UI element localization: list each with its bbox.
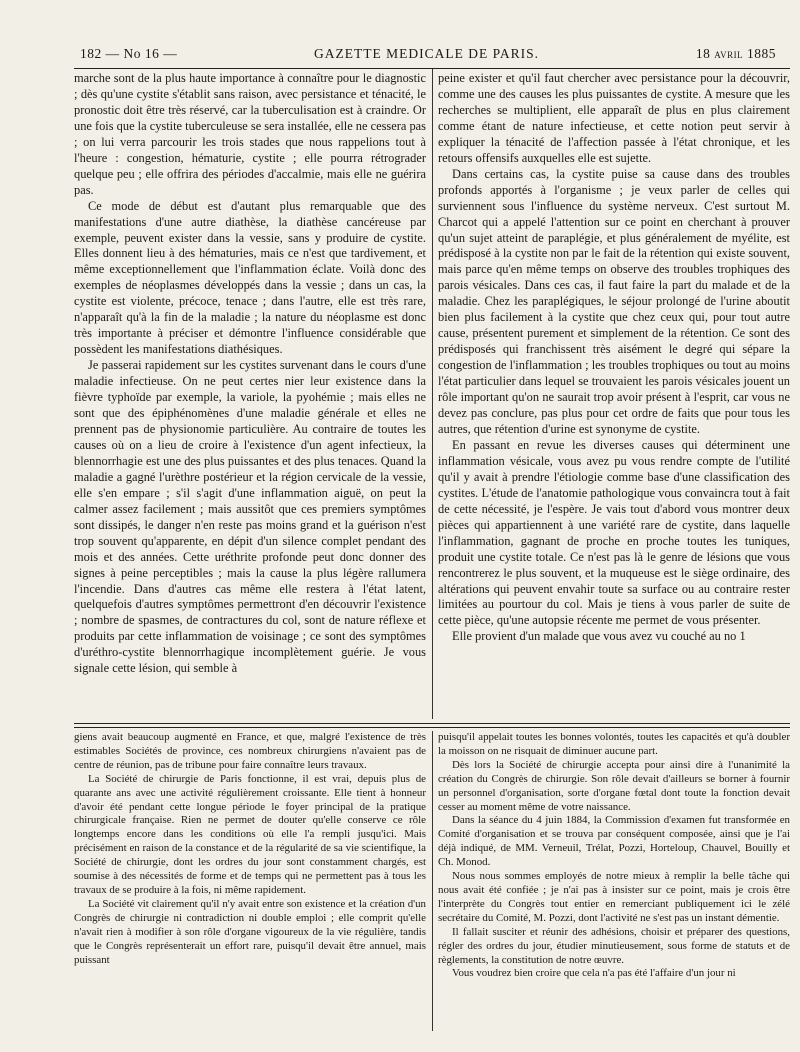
column-divider bbox=[432, 69, 433, 719]
feuilleton-section bbox=[74, 731, 790, 1031]
paragraph: Ce mode de début est d'autant plus remarquable que des manifestations d'une autre diathèse, la diathèse cancéreuse par exemple, peuvent exister dans la vessie, sans y produire de cystite. Elles donnent lieu à des hématuries, mais ce n'est que tardivement, et même exceptionnellement que l'inflammation éclate. Voilà donc des exemples de néoplasmes développés dans la vessie ; dans un cas, la cystite est violente, précoce, tenace ; dans l'autre, elle est très rare, n'apparaît qu'à la fin de la maladie ; la nature du néoplasme est donc très importante à préciser et démontre l'influence considérable que possèdent les manifestations diathésiques. bbox=[74, 198, 426, 357]
running-header bbox=[74, 44, 790, 66]
issue-number: No 16 bbox=[123, 46, 160, 61]
paragraph: Vous voudrez bien croire que cela n'a pas été l'affaire d'un jour ni bbox=[452, 967, 736, 980]
date-day: 18 bbox=[695, 46, 711, 61]
feuilleton-column-right bbox=[438, 731, 790, 981]
issue-date bbox=[696, 46, 776, 62]
column-divider-lower bbox=[432, 731, 433, 1031]
section-separator bbox=[74, 723, 790, 728]
issue-dash-after: — bbox=[163, 46, 178, 61]
article-column-left bbox=[74, 71, 426, 677]
paragraph: La Société de chirurgie de Paris fonctionne, il est vrai, depuis plus de quarante ans avec une activité régulièrement croissante. Elle tient à honneur d'avoir été pendant cette longue période le foyer principal de la pratique chirurgicale française. Rien ne permet de douter qu'elle conserve ce rôle longtemps encore dans les conditions où elle l'a rempli jusqu'ici. Mais précisément en raison de la constance et de la régularité de sa vie scientifique, la Société de chirurgie, dont les ordres du jour sont constamment chargés, est soumise à des nécessités de forme et de temps qui ne permettent pas à tous les travaux de se produire à la fois, ni même rapidement. bbox=[74, 772, 426, 896]
paragraph: Il fallait susciter et réunir des adhésions, choisir et préparer des questions, régler des ordres du jour, étudier minutieusement, sous forme de statuts et de règlements, la constitution de notre œuvre. bbox=[438, 925, 790, 966]
feuilleton-column-left bbox=[74, 731, 426, 981]
paragraph: La Société vit clairement qu'il n'y avait entre son existence et la création d'un Congrès de chirurgie ni contradiction ni double emploi ; elle comprit qu'elle n'avait rien à modifier à son rôle d'organe vigoureux de la vie régulière, tandis que le Congrès représenterait un effort rare, puisqu'il devait être annuel, mais puissant bbox=[74, 897, 426, 966]
paragraph: Dès lors la Société de chirurgie accepta pour ainsi dire à l'unanimité la création du Congrès de chirurgie. Son rôle devait d'ailleurs se borner à fournir un personnel d'organisation, sorte d'organe fœtal dont toute la fonction devait cesser au moment même de votre naissance. bbox=[438, 758, 790, 813]
date-year: 1885 bbox=[747, 46, 776, 61]
article-column-right bbox=[438, 71, 790, 677]
paragraph: giens avait beaucoup augmenté en France, et que, malgré l'existence de très estimables Sociétés de province, ces nombreux chirurgiens n'avaient pas de centre de réunion, pas de tribune pour faire connaître leurs travaux. bbox=[74, 731, 426, 771]
paragraph: puisqu'il appelait toutes les bonnes volontés, toutes les capacités et qu'à doubler la moisson on ne risquait de diminuer aucune part. bbox=[438, 731, 790, 757]
paragraph: Je passerai rapidement sur les cystites survenant dans le cours d'une maladie infectieuse. On ne peut certes nier leur existence dans la fièvre typhoïde par exemple, la variole, la pyohémie ; mais elles ne sont que des épiphénomènes d'une maladie générale et elles ne prennent pas de physionomie particulière. Au contraire de toutes les causes où on a lieu de croire à l'existence d'un agent infectieux, la blennorrhagie est une des plus puissantes et des plus tenaces. Quand la maladie a gagné l'urèthre postérieur et la région cervicale de la vessie, elle s'en empare ; s'il s'agit d'une inflammation aiguë, on peut la calmer assez facilement ; mais aussitôt que ces premiers symptômes sont dissipés, le danger n'en reste pas moins grand et la guérison n'est trop souvent qu'apparente, en dépit d'un silence complet pendant des mois et des années. Cette uréthrite profonde peut donc donner des signes à peine perceptibles ; mais la cause la plus légère rallumera l'incendie. Dans d'autres cas même elle restera à l'état latent, quelquefois d'autres symptômes permettront d'en découvrir l'existence ; nombre de spasmes, de contractures du col, sont de nature réflexe et produits par cette inflammation de voisinage ; ce sont des symptômes d'uréthro-cystite blennorrhagique incomplètement guérie. Je vous signale cette lésion, qui semble à bbox=[74, 358, 426, 676]
page-number-group bbox=[80, 46, 177, 62]
journal-title: GAZETTE MEDICALE DE PARIS. bbox=[314, 46, 539, 61]
paragraph: peine exister et qu'il faut chercher avec persistance pour la découvrir, comme une des causes les plus puissantes de cystite. A mesure que les recherches se multiplient, elle apparaît de plus en plus clairement comme étant de nature infectieuse, et cette notion peut servir à expliquer la ténacité de l'affection passée à l'état chronique, et les retours offensifs auxquelles elle est sujette. bbox=[438, 71, 790, 165]
paragraph: marche sont de la plus haute importance à connaître pour le diagnostic ; dès qu'une cystite s'établit sans raison, avec persistance et ténacité, le pronostic doit être très réservé, car la tuberculisation est à craindre. Or une fois que la cystite tuberculeuse se sera installée, elle ne cessera pas ; on lui verra parcourir les trois stades que nous rappelions tout à l'heure : congestion, hématurie, cystite ; elle pourra rétrograder quelque peu ; elle offrira des périodes d'accalmie, mais elle ne guérira pas. bbox=[74, 71, 426, 197]
issue-dash-before: — bbox=[105, 46, 120, 61]
article-section bbox=[74, 69, 790, 719]
page-number: 182 bbox=[80, 46, 102, 61]
paragraph: Dans certains cas, la cystite puise sa cause dans des troubles profonds apportés à l'organisme ; je veux parler de celles qui surviennent sous l'influence du système nerveux. C'est surtout M. Charcot qui a appelé l'attention sur ce point en cherchant à prouver qu'un sujet atteint de paraplégie, et plus généralement de myélite, est prédisposé à la cystite non par le fait de la rétention qui existe souvent, mais parce qu'en même temps on observe des troubles trophiques des parois vésicales. Dans ces cas, il faut faire la part du malade et de la maladie. Chez les paraplégiques, le séjour prolongé de l'urine aboutit bien plus facilement à la cystite que chez ceux qui, pour tout autre cause, présentent purement et simplement de la rétention. Ce sont des prédisposés qui franchissent très aisément le degré qui sépare la congestion de l'inflammation ; les troubles trophiques ou tout au moins l'état particulier dans lequel se trouvaient les parois vésicales jouent un rôle important qu'on ne saurait trop avoir présent à l'esprit, car vous ne devez pas conclure, pas plus pour cet ordre de faits que pour tous les autres, que rétention d'urine est synonyme de cystite. bbox=[438, 166, 790, 436]
paragraph: En passant en revue les diverses causes qui déterminent une inflammation vésicale, vous avez pu vous rendre compte de l'utilité qu'il y avait à prendre l'étiologie comme base d'une classification des cystites. L'étude de l'anatomie pathologique vous convaincra tout à fait de cette nécessité, je l'espère. Je vais tout d'abord vous montrer deux pièces qui appartiennent à une variété rare de cystite, dans laquelle l'inflammation, gagnant de proche en proche toutes les tuniques, produit une cystite totale. Ce n'est pas là le genre de lésions que vous rencontrerez le plus souvent, et la muqueuse est le siège ordinaire, des altérations qui peuvent envahir toute sa surface ou au contraire rester limitées au pourtour du col. Mais je tiens à vous parler de suite de cette pièce, qu'une autopsie récente me permet de vous présenter. bbox=[438, 437, 790, 628]
paragraph: Elle provient d'un malade que vous avez vu couché au no 1 bbox=[452, 629, 746, 644]
date-month: avril bbox=[714, 46, 744, 61]
journal-page bbox=[74, 44, 790, 1031]
paragraph: Dans la séance du 4 juin 1884, la Commission d'examen fut transformée en Comité d'organisation et se trouva par conséquent composée, ainsi que je l'ai déjà indiqué, de MM. Verneuil, Trélat, Pozzi, Horteloup, Chauvel, Bouilly et Ch. Monod. bbox=[438, 814, 790, 869]
paragraph: Nous nous sommes employés de notre mieux à remplir la belle tâche qui nous avait été confiée ; je n'ai pas à insister sur ce point, mais je crois être l'interprète du Congrès tout entier en remerciant publiquement ici le zélé secrétaire du Comité, M. Pozzi, dont l'activité ne s'est pas un instant démentie. bbox=[438, 870, 790, 924]
